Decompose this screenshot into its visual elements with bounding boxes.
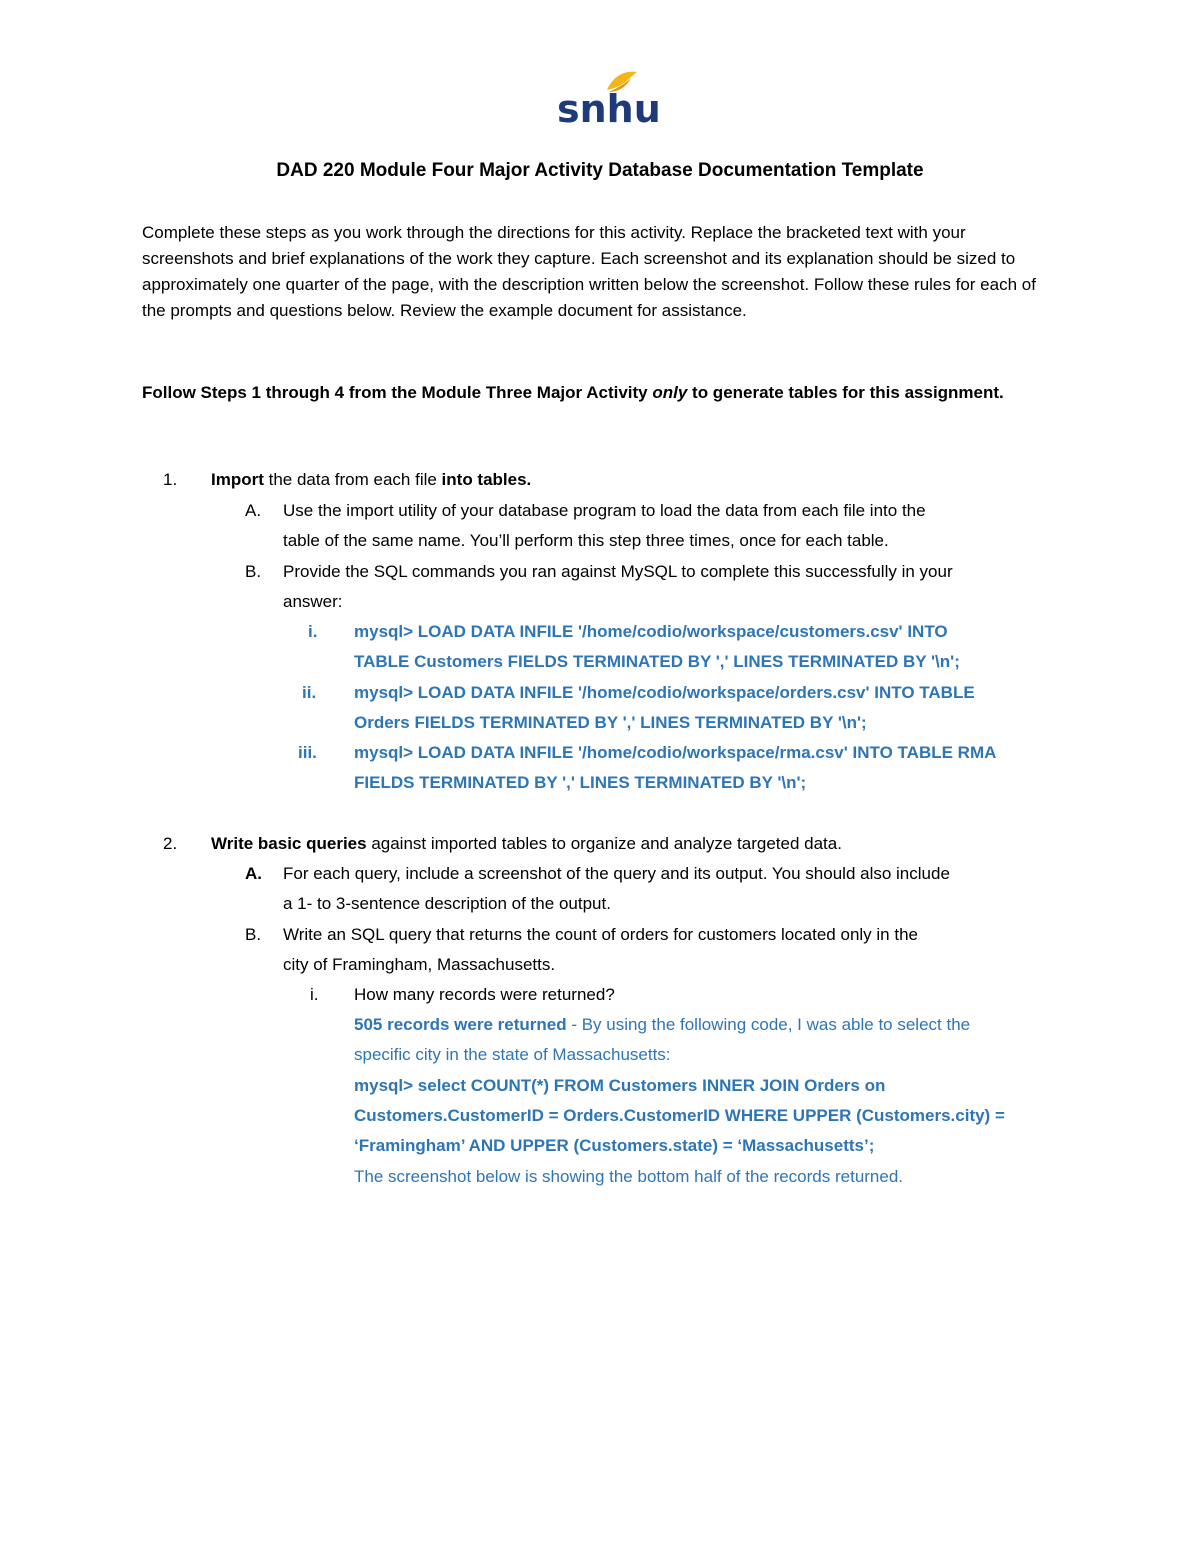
step-1b-line1: Provide the SQL commands you ran against MySQL to complete this successfully in your — [283, 562, 953, 581]
answer-rest: - By using the following code, I was able to select the — [566, 1015, 971, 1034]
step-1a-line2: table of the same name. You’ll perform this step three times, once for each table. — [283, 531, 889, 550]
step-2a-marker: A. — [245, 864, 262, 883]
command-1-line2: TABLE Customers FIELDS TERMINATED BY ',' LINES TERMINATED BY '\n'; — [354, 652, 960, 671]
step-1-mid: the data from each file — [263, 470, 442, 489]
instruction-text-after: to generate tables for this assignment. — [687, 383, 1004, 402]
step-1-bold-start: Import — [211, 470, 264, 489]
command-3-line1: mysql> LOAD DATA INFILE '/home/codio/workspace/rma.csv' INTO TABLE RMA — [354, 743, 997, 762]
answer-bold: 505 records were returned — [354, 1015, 567, 1034]
step-2b-line1: Write an SQL query that returns the count of orders for customers located only in the — [283, 925, 918, 944]
command-1-line1: mysql> LOAD DATA INFILE '/home/codio/workspace/customers.csv' INTO — [354, 622, 948, 641]
step-2-number: 2. — [163, 834, 178, 853]
step-1b-marker: B. — [245, 562, 262, 581]
answer-line2: specific city in the state of Massachusetts: — [354, 1045, 671, 1064]
step-2bi-question: How many records were returned? — [354, 985, 615, 1004]
query-line1: mysql> select COUNT(*) FROM Customers INNER JOIN Orders on — [354, 1076, 886, 1095]
step-1a-line1: Use the import utility of your database program to load the data from each file into the — [283, 501, 926, 520]
command-3-marker: iii. — [298, 743, 317, 762]
command-3-line2: FIELDS TERMINATED BY ',' LINES TERMINATED BY '\n'; — [354, 773, 807, 792]
answer-line1 — [354, 1015, 970, 1035]
query-line2: Customers.CustomerID = Orders.CustomerID WHERE UPPER (Customers.city) = — [354, 1106, 1005, 1125]
step-1-number: 1. — [163, 470, 178, 489]
step-2-rest: against imported tables to organize and analyze targeted data. — [366, 834, 842, 853]
step-2b-marker: B. — [245, 925, 262, 944]
step-2-bold-start: Write basic queries — [211, 834, 367, 853]
step-2b-line2: city of Framingham, Massachusetts. — [283, 955, 556, 974]
logo-wordmark: snhu — [557, 87, 661, 131]
intro-paragraph: Complete these steps as you work through the directions for this activity. Replace the bracketed text with your screenshots and brief explanations of the work they capture. Each screenshot and its explanation should be sized to approximately one quarter of the page, with the description written below the screenshot. Follow these rules for each of the prompts and questions below. Review the example document for assistance. — [142, 223, 1036, 320]
command-2-marker: ii. — [302, 683, 317, 702]
command-2-line1: mysql> LOAD DATA INFILE '/home/codio/workspace/orders.csv' INTO TABLE — [354, 683, 975, 702]
query-line3: ‘Framingham’ AND UPPER (Customers.state) = ‘Massachusetts’; — [354, 1136, 875, 1155]
step-2bi-marker: i. — [310, 985, 319, 1004]
instruction-text-before: Follow Steps 1 through 4 from the Module Three Major Activity — [142, 383, 653, 402]
instruction-emphasis: only — [652, 383, 688, 402]
command-1-marker: i. — [308, 622, 318, 641]
step-2-heading — [211, 834, 842, 854]
step-1a-marker: A. — [245, 501, 262, 520]
screenshot-note: The screenshot below is showing the bottom half of the records returned. — [354, 1167, 904, 1186]
step-2a-line1: For each query, include a screenshot of the query and its output. You should also include — [283, 864, 950, 883]
step-2a-line2: a 1- to 3-sentence description of the output. — [283, 894, 611, 913]
step-1-heading — [211, 470, 531, 490]
snhu-logo-graphic — [557, 66, 661, 131]
document-title: DAD 220 Module Four Major Activity Database Documentation Template — [276, 160, 924, 181]
step-1-bold-end: into tables. — [441, 470, 532, 489]
instruction-paragraph — [142, 378, 1062, 408]
step-1b-line2: answer: — [283, 592, 343, 611]
command-2-line2: Orders FIELDS TERMINATED BY ',' LINES TERMINATED BY '\n'; — [354, 713, 867, 732]
snhu-logo — [557, 66, 661, 131]
